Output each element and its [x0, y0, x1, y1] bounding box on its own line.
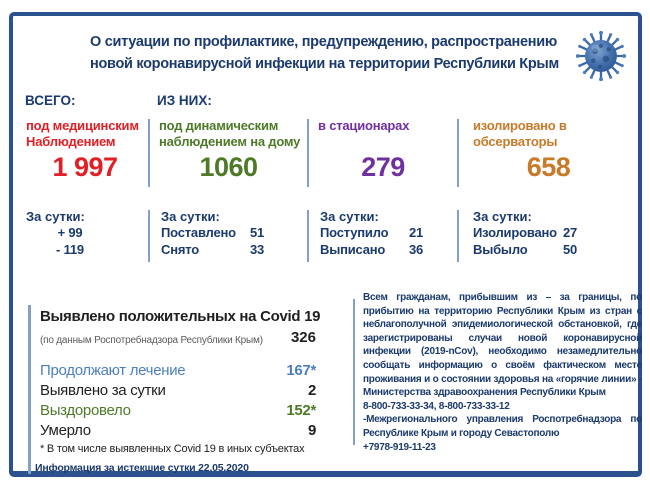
daily-value: - 119	[56, 241, 84, 257]
daily-row	[22, 208, 638, 262]
covid-row-label: Выявлено за сутки	[40, 382, 166, 399]
daily-home-observation	[150, 208, 307, 262]
covid-row	[40, 381, 316, 401]
daily-value-row	[473, 242, 577, 259]
notice-rospotrebnadzor: -Межрегионального управления Роспотребнадзора по Республике Крым и городу Севастополю	[363, 414, 642, 439]
page-title-line2: новой коронавирусной инфекции на территории Республики Крым	[90, 56, 559, 72]
bottom-section-divider	[353, 299, 355, 445]
covid-stats-box	[28, 305, 354, 474]
daily-title: За сутки:	[161, 209, 220, 224]
daily-value-row	[26, 242, 114, 259]
report-date-note: Информация за истекшие сутки 22.05.2020	[35, 462, 249, 474]
total-label: ВСЕГО:	[25, 93, 76, 108]
stat-home-observation	[150, 116, 307, 187]
covid-rows	[40, 361, 316, 441]
stat-label: под медицинским Наблюдением	[26, 118, 139, 149]
stat-value: 1 997	[52, 152, 118, 182]
daily-value-row	[161, 225, 264, 242]
covid-row	[40, 361, 316, 381]
citizen-notice	[363, 291, 642, 454]
stat-value: 279	[361, 152, 405, 182]
of-them-label: ИЗ НИХ:	[157, 93, 212, 108]
daily-value: 51	[249, 225, 264, 240]
daily-value-row	[473, 225, 577, 242]
daily-medical-observation	[22, 208, 148, 262]
daily-hospitals	[309, 208, 457, 262]
daily-title: За сутки:	[473, 209, 532, 224]
covid-footnote: * В том числе выявленных Covid 19 в иных субъектах	[40, 443, 305, 455]
covid-total-value: 326	[290, 329, 316, 346]
daily-observators	[459, 208, 638, 262]
covid-row	[40, 421, 316, 441]
covid-row-value: 9	[307, 422, 316, 439]
page-title-line1: О ситуации по профилактике, предупреждению, распространению	[90, 34, 557, 50]
daily-value: 36	[408, 241, 423, 257]
covid-source-note: (по данным Роспотребнадзора Республики Крым)	[40, 335, 263, 346]
daily-title: За сутки:	[320, 209, 379, 224]
stat-label: в стационарах	[318, 118, 410, 133]
daily-label: Выбыло	[473, 241, 528, 257]
daily-value-row	[320, 225, 423, 242]
stat-value: 658	[526, 152, 571, 182]
daily-label: Снято	[161, 241, 199, 257]
covid-row	[40, 401, 316, 421]
covid-row-label: Продолжают лечение	[40, 362, 186, 379]
daily-label: Выписано	[320, 241, 386, 257]
daily-label: Поступило	[320, 225, 389, 240]
covid-row-value: 2	[307, 382, 316, 399]
stat-label: под динамическим наблюдением на дому	[159, 118, 301, 149]
coronavirus-icon	[572, 27, 630, 85]
daily-value-row	[320, 242, 423, 259]
covid-row-value: 167*	[286, 362, 316, 379]
stat-value: 1060	[199, 152, 258, 182]
daily-value: 27	[562, 225, 577, 240]
daily-value-row	[26, 225, 114, 242]
covid-row-value: 152*	[286, 402, 316, 419]
stat-medical-observation	[22, 116, 148, 187]
hotline-phone-rospotrebnadzor: +7978-919-11-23	[363, 441, 436, 453]
stat-observators	[459, 116, 638, 187]
hotline-phones-minzdrav: 8-800-733-33-34, 8-800-733-33-12	[363, 400, 510, 412]
totals-row	[22, 116, 638, 187]
stat-label: изолировано в обсерваторы	[473, 118, 567, 149]
covid-source-row	[40, 329, 316, 346]
daily-label: Изолировано	[473, 225, 557, 240]
daily-value: 50	[562, 241, 577, 257]
daily-value: + 99	[57, 225, 83, 240]
covid-row-label: Умерло	[40, 422, 91, 439]
covid-heading: Выявлено положительных на Covid 19	[40, 308, 321, 325]
page-title	[90, 31, 580, 75]
covid-row-label: Выздоровело	[40, 402, 131, 419]
daily-value: 21	[408, 225, 423, 240]
daily-label: Поставлено	[161, 225, 236, 240]
daily-value-row	[161, 242, 264, 259]
stat-hospitals	[309, 116, 457, 187]
daily-title: За сутки:	[26, 209, 85, 224]
notice-paragraph: Всем гражданам, прибывшим из – за границы, по прибытию на территорию Республики Крым из стран с неблагополучной эпидемиологической обстановкой, где зарегистрированы случаи новой коронавирусной инфекции (2019-nCov), необходимо незамедлительно сообщать информацию о своём фактическом месте проживания и о состоянии здоровья на «горячие линии» - Министерства здравоохранения Республики Крым	[363, 292, 642, 399]
daily-value: 33	[249, 241, 264, 257]
